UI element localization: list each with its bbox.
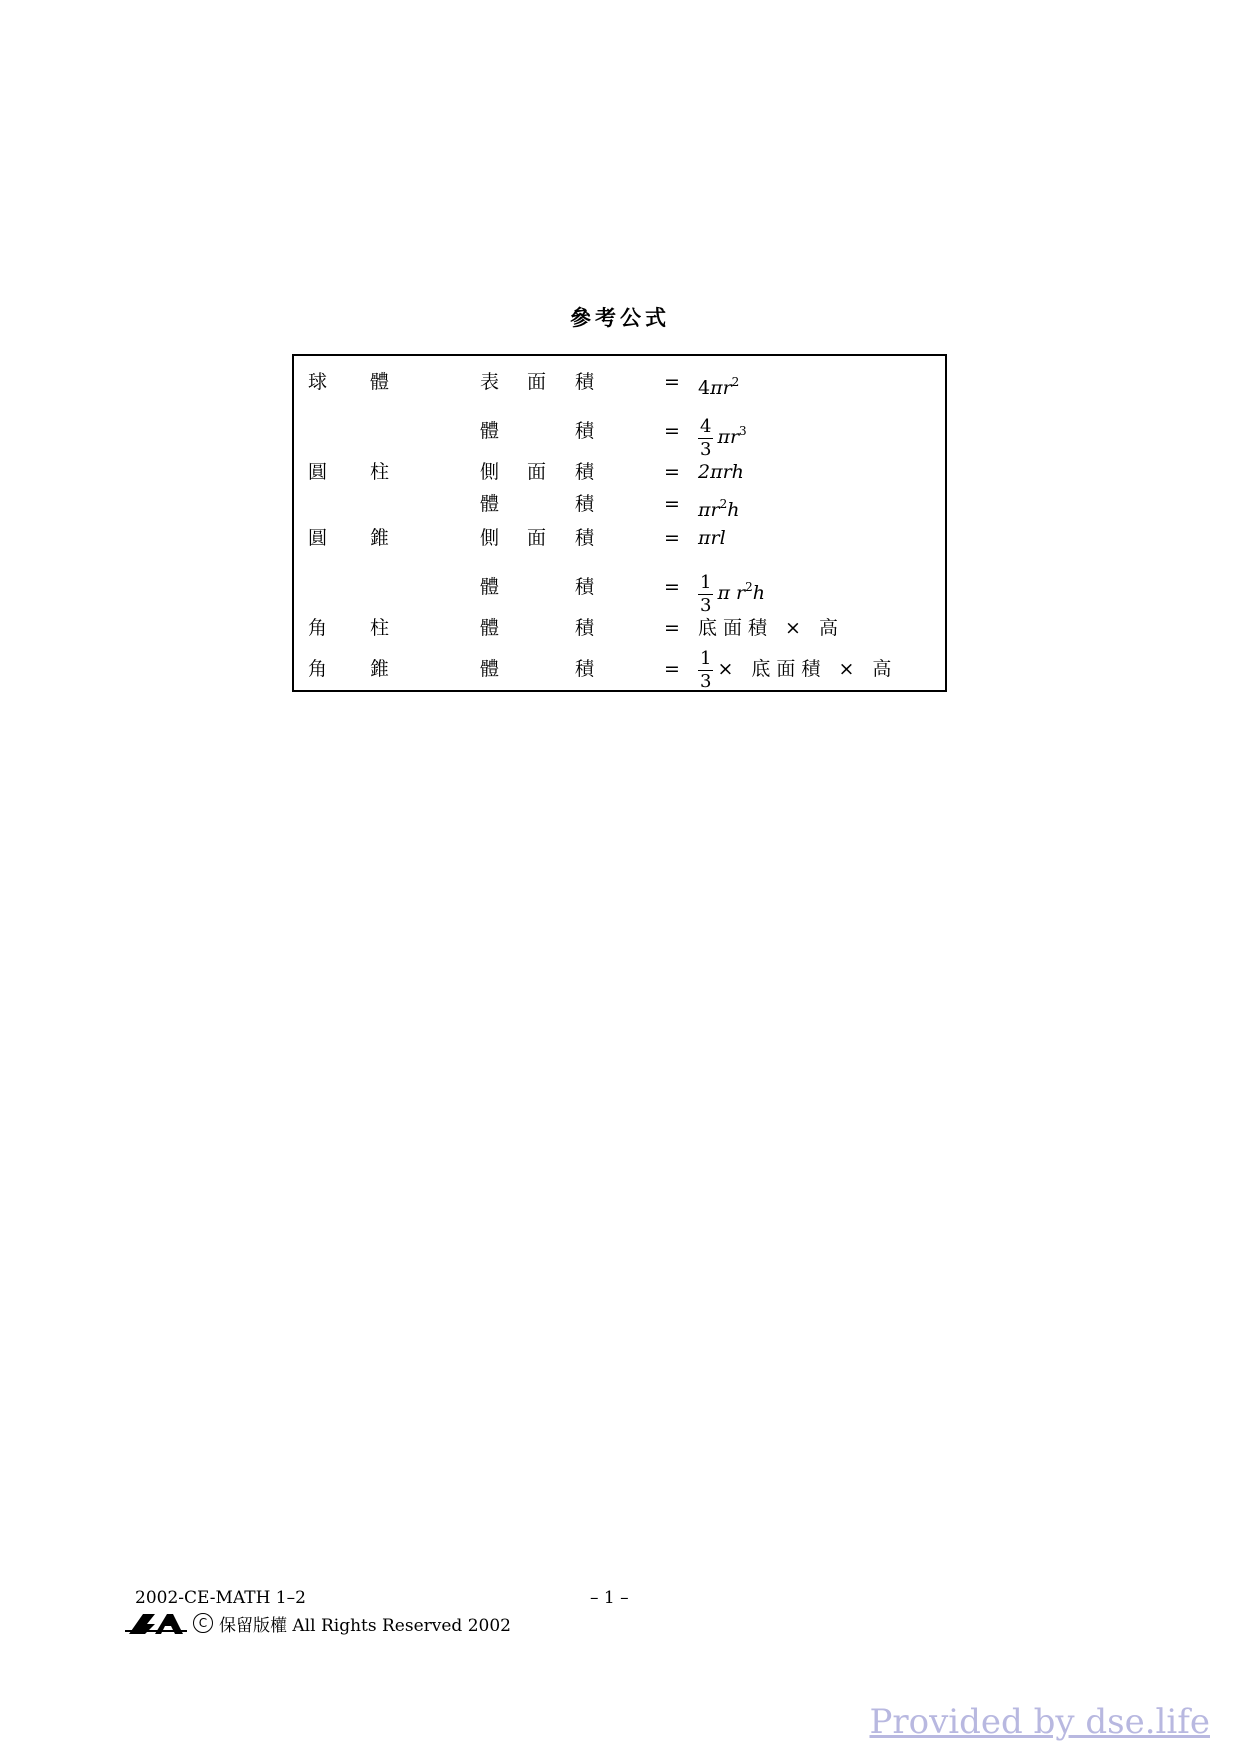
copyright-icon: C bbox=[193, 1613, 213, 1633]
equals-sign: = bbox=[664, 371, 680, 393]
equals-sign: = bbox=[664, 493, 680, 515]
shape-label: 角 bbox=[308, 617, 328, 639]
formula-table bbox=[292, 354, 947, 692]
formula-row bbox=[294, 646, 945, 692]
attr-char: 體 bbox=[480, 420, 500, 442]
attr-char: 體 bbox=[480, 576, 500, 598]
kind-label: 錐 bbox=[370, 527, 390, 549]
formula-expression: 底面積 × 高 bbox=[698, 617, 844, 639]
equals-sign: = bbox=[664, 527, 680, 549]
paper-code: 2002-CE-MATH 1–2 bbox=[135, 1588, 306, 1608]
formula-expression: $\frac{4}{3}$ $\pi r^3$ bbox=[700, 415, 747, 460]
attr-char: 積 bbox=[575, 658, 595, 680]
equals-sign: = bbox=[664, 576, 680, 598]
attr-char: 積 bbox=[575, 527, 595, 549]
attr-char: 面 bbox=[527, 527, 547, 549]
fraction: $\frac{4}{3}$ bbox=[700, 415, 712, 460]
formula-row bbox=[294, 408, 945, 460]
formula-expression: $\frac{1}{3}$ π $r^2h$ bbox=[700, 571, 765, 616]
hkeaa-logo-icon bbox=[125, 1610, 187, 1636]
attr-char: 積 bbox=[575, 576, 595, 598]
formula-expression: $\frac{1}{3}$ × 底面積 × 高 bbox=[700, 647, 898, 692]
shape-label: 球 bbox=[308, 371, 328, 393]
equals-sign: = bbox=[664, 617, 680, 639]
shape-label: 圓 bbox=[308, 527, 328, 549]
attr-char: 積 bbox=[575, 371, 595, 393]
page-title: 參考公式 bbox=[570, 306, 670, 330]
attr-char: 側 bbox=[480, 461, 500, 483]
formula-expression: πrl bbox=[698, 527, 726, 549]
fraction: $\frac{1}{3}$ bbox=[700, 647, 712, 692]
equals-sign: = bbox=[664, 461, 680, 483]
copyright-text: 保留版權 All Rights Reserved 2002 bbox=[219, 1615, 511, 1636]
formula-expression: $4\pi r^2$ bbox=[698, 375, 740, 399]
copyright-line bbox=[125, 1610, 511, 1636]
attr-char: 積 bbox=[575, 493, 595, 515]
attr-char: 體 bbox=[480, 658, 500, 680]
shape-label: 角 bbox=[308, 658, 328, 680]
kind-label: 錐 bbox=[370, 658, 390, 680]
attr-char: 面 bbox=[527, 461, 547, 483]
formula-row bbox=[294, 608, 945, 648]
page-number: – 1 – bbox=[590, 1588, 629, 1608]
attr-char: 體 bbox=[480, 617, 500, 639]
shape-label: 圓 bbox=[308, 461, 328, 483]
formula-row bbox=[294, 518, 945, 558]
fraction: $\frac{1}{3}$ bbox=[700, 571, 712, 616]
attr-char: 側 bbox=[480, 527, 500, 549]
attr-char: 體 bbox=[480, 493, 500, 515]
attr-char: 面 bbox=[527, 371, 547, 393]
kind-label: 柱 bbox=[370, 617, 390, 639]
attr-char: 積 bbox=[575, 420, 595, 442]
kind-label: 體 bbox=[370, 371, 390, 393]
equals-sign: = bbox=[664, 658, 680, 680]
formula-row bbox=[294, 564, 945, 616]
formula-row bbox=[294, 362, 945, 402]
attr-char: 積 bbox=[575, 461, 595, 483]
attr-char: 積 bbox=[575, 617, 595, 639]
formula-expression: 2πrh bbox=[698, 461, 744, 483]
watermark-link[interactable]: Provided by dse.life bbox=[869, 1702, 1210, 1742]
kind-label: 柱 bbox=[370, 461, 390, 483]
attr-char: 表 bbox=[480, 371, 500, 393]
equals-sign: = bbox=[664, 420, 680, 442]
formula-expression: $\pi r^2h$ bbox=[698, 497, 740, 521]
